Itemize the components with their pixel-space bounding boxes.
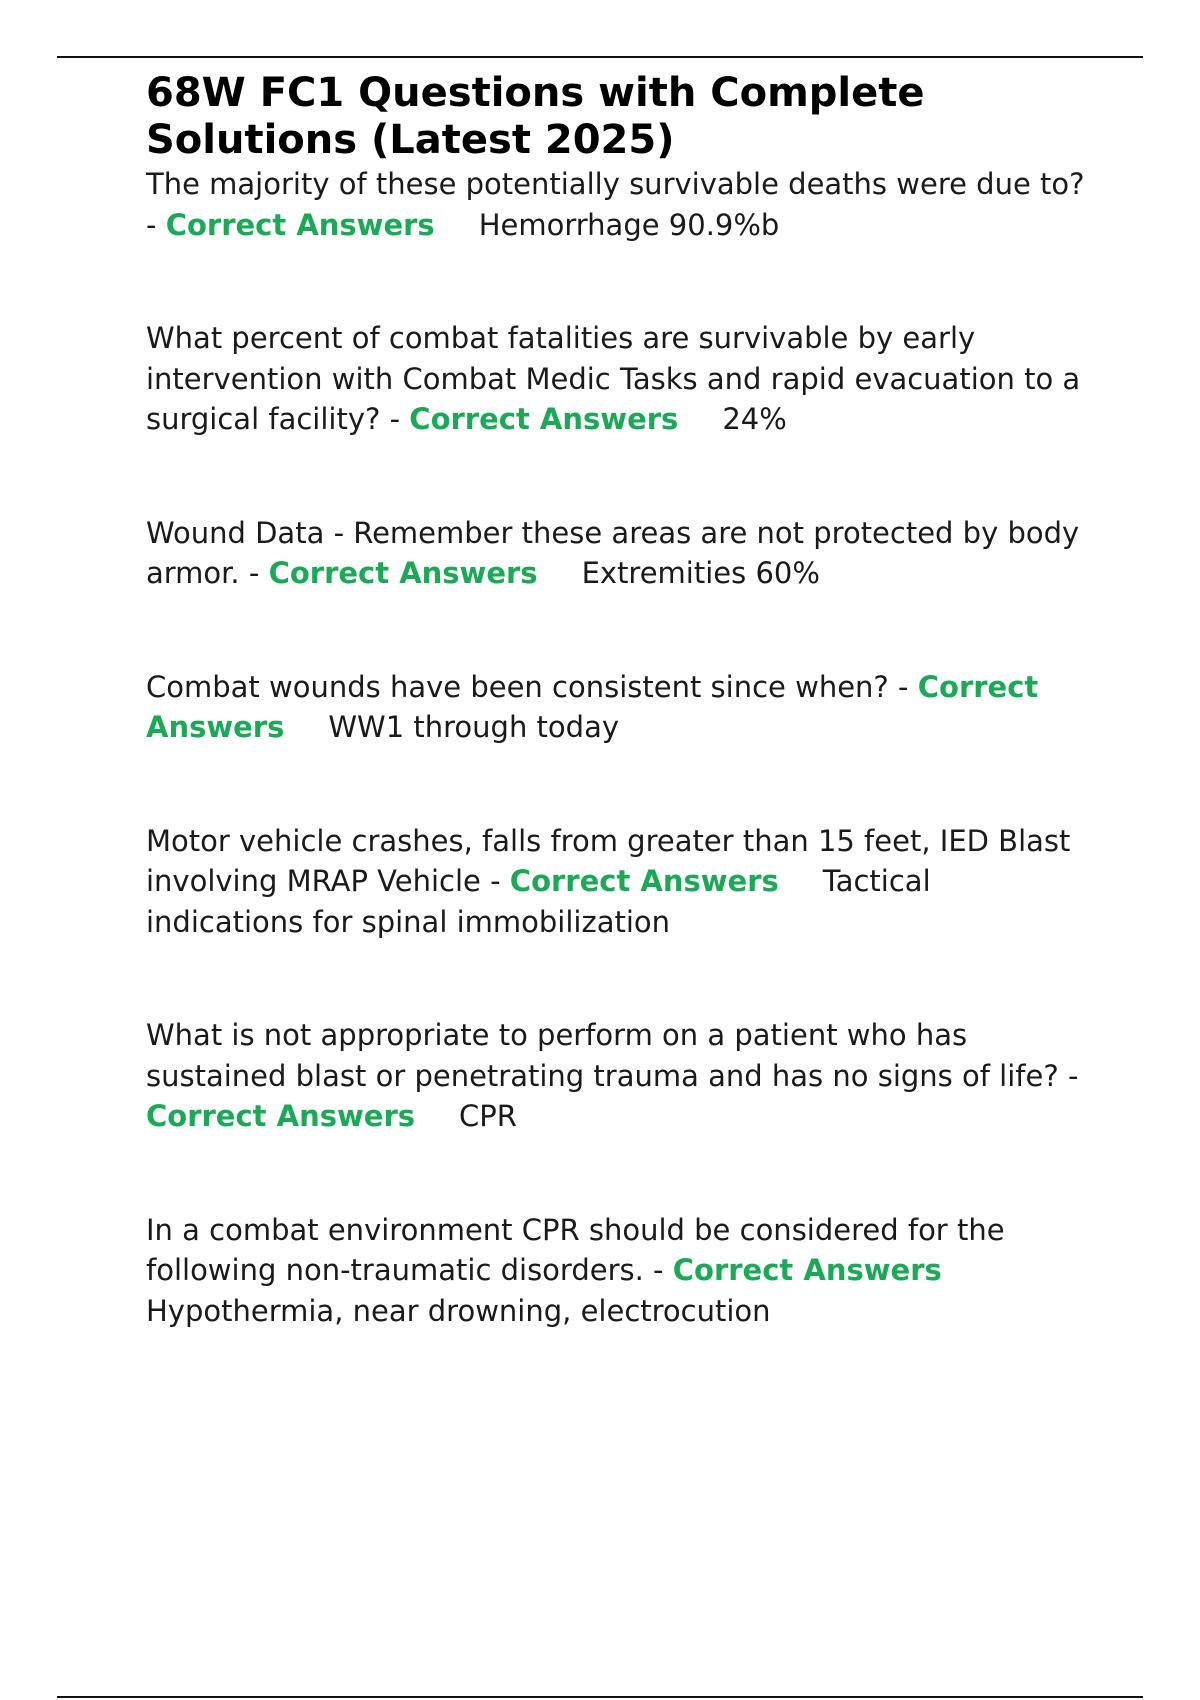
qa-item-6: What is not appropriate to perform on a patient who has sustained blast or penetrating trauma and has no signs of life? - Correct Answers CPR	[146, 1018, 1079, 1133]
qa-item-4: Combat wounds have been consistent since when? - Correct Answers WW1 through today	[146, 669, 1039, 744]
correct-answers-label: Correct Answers	[146, 669, 1039, 744]
question-text: Combat wounds have been consistent since when?	[146, 669, 889, 704]
question-text: In a combat environment CPR should be considered for the following non-traumatic disorders.	[146, 1212, 1005, 1287]
qa-item-2: What percent of combat fatalities are survivable by early intervention with Combat Medic Tasks and rapid evacuation to a surgical facility? - Correct Answers 24%	[146, 321, 1081, 436]
question-text: What is not appropriate to perform on a patient who has sustained blast or penetrating trauma and has no signs of life?	[146, 1018, 1059, 1093]
document-body	[146, 70, 1091, 1331]
answer-text: CPR	[459, 1099, 517, 1133]
correct-answers-label: Correct Answers	[509, 864, 779, 898]
question-text: Motor vehicle crashes, falls from greater than 15 feet, IED Blast involving MRAP Vehicle	[146, 823, 1071, 898]
answer-text: Tactical indications for spinal immobilization	[146, 864, 931, 939]
correct-answers-label: Correct Answers	[146, 1099, 416, 1133]
answer-text: Extremities 60%	[581, 556, 820, 590]
correct-answers-label: Correct Answers	[268, 556, 538, 590]
answer-text: WW1 through today	[328, 710, 620, 744]
question-text: What percent of combat fatalities are survivable by early intervention with Combat Medic Tasks and rapid evacuation to a surgical facility?	[146, 321, 1081, 436]
document-title: 68W FC1 Questions with Complete Solutions (Latest 2025)	[146, 70, 925, 163]
correct-answers-label: Correct Answers	[165, 207, 435, 242]
answer-text: Hypothermia, near drowning, electrocution	[146, 1293, 771, 1328]
qa-item-5: Motor vehicle crashes, falls from greater than 15 feet, IED Blast involving MRAP Vehicle - Correct Answers Tactical indications for spinal immobilization	[146, 823, 1071, 939]
answer-text: 24%	[722, 402, 787, 436]
question-text: The majority of these potentially survivable deaths were due to?	[146, 167, 1085, 201]
bottom-rule	[57, 1696, 1143, 1698]
top-rule	[57, 56, 1143, 58]
qa-item-3: Wound Data - Remember these areas are not protected by body armor. - Correct Answers Extremities 60%	[146, 515, 1080, 590]
question-text: Wound Data - Remember these areas are not protected by body armor.	[146, 515, 1080, 590]
correct-answers-label: Correct Answers	[672, 1253, 942, 1287]
answer-text: Hemorrhage 90.9%b	[478, 207, 780, 242]
qa-item-7: In a combat environment CPR should be considered for the following non-traumatic disorders. - Correct AnswersHypothermia, near drowning, electrocution	[146, 1212, 1005, 1328]
qa-item-1: The majority of these potentially survivable deaths were due to? - Correct Answers Hemorrhage 90.9%b	[146, 167, 1085, 242]
correct-answers-label: Correct Answers	[409, 402, 679, 436]
